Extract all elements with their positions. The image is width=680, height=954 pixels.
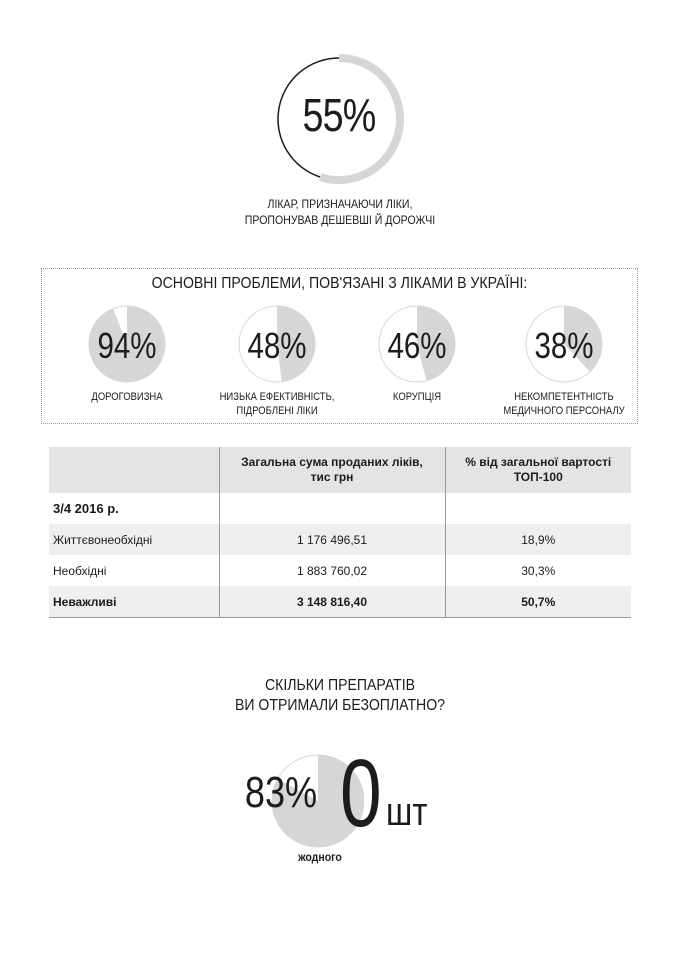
table-header-line: Загальна сума проданих ліків,	[241, 455, 423, 469]
table-row-share: 30,3%	[445, 555, 631, 586]
problem-item-corruption	[342, 305, 492, 423]
top-caption-line: ЛІКАР, ПРИЗНАЧАЮЧИ ЛІКИ,	[267, 197, 413, 211]
problem-label-line: КОРУПЦІЯ	[392, 391, 442, 403]
free-question-line: СКІЛЬКИ ПРЕПАРАТІВ	[264, 677, 416, 694]
table-row-sum: 3 148 816,40	[219, 586, 445, 618]
problems-title: ОСНОВНІ ПРОБЛЕМИ, ПОВ'ЯЗАНІ З ЛІКАМИ В УКРАЇНІ:	[151, 275, 528, 292]
table-row	[49, 524, 631, 555]
free-percent-value: 83%	[244, 768, 318, 817]
table-header-line: % від загальної вартості	[465, 455, 612, 469]
problem-label	[213, 390, 342, 418]
table-header-empty	[49, 447, 219, 493]
table-period-label: 3/4 2016 р.	[49, 493, 219, 524]
table-header-sum	[219, 447, 445, 493]
problem-item-cost	[52, 305, 202, 423]
table-row-name: Необхідні	[49, 555, 219, 586]
problem-percent: 46%	[387, 325, 447, 366]
table-row-name: Життєвонеобхідні	[49, 524, 219, 555]
free-question-line: ВИ ОТРИМАЛИ БЕЗОПЛАТНО?	[234, 697, 446, 714]
table-header-line: тис грн	[310, 470, 354, 484]
problem-item-staff	[489, 305, 639, 423]
top-percent-value: 55%	[302, 89, 376, 141]
free-count-unit: шт	[386, 790, 428, 834]
table-header-row	[49, 447, 631, 493]
table-header-share	[445, 447, 631, 493]
top-caption-line: ПРОПОНУВАВ ДЕШЕВШІ Й ДОРОЖЧІ	[244, 213, 436, 227]
problem-label-line: ДОРОГОВИЗНА	[91, 391, 163, 403]
problem-label-line: НИЗЬКА ЕФЕКТИВНІСТЬ,	[219, 391, 335, 403]
table-row-sum: 1 883 760,02	[219, 555, 445, 586]
free-question	[208, 676, 472, 716]
table-row-name: Неважливі	[49, 586, 219, 618]
problem-label-line: МЕДИЧНОГО ПЕРСОНАЛУ	[503, 405, 625, 417]
problem-label-line: НЕКОМПЕТЕНТНІСТЬ	[514, 391, 614, 403]
table-row-share: 50,7%	[445, 586, 631, 618]
problem-label-line: ПІДРОБЛЕНІ ЛІКИ	[236, 405, 318, 417]
table-cell-empty	[445, 493, 631, 524]
table-row-share: 18,9%	[445, 524, 631, 555]
free-caption: жодного	[298, 850, 342, 864]
top-caption	[208, 196, 472, 228]
free-count-number: 0	[340, 740, 382, 847]
table-row-sum: 1 176 496,51	[219, 524, 445, 555]
problem-percent: 94%	[97, 325, 157, 366]
table-period-row	[49, 493, 631, 524]
problems-panel	[41, 268, 638, 424]
problem-label	[63, 390, 192, 404]
sales-table	[49, 447, 631, 618]
table-row	[49, 555, 631, 586]
problem-label	[353, 390, 482, 404]
table-row	[49, 586, 631, 618]
problem-label	[500, 390, 629, 418]
table-cell-empty	[219, 493, 445, 524]
problem-item-efficiency	[202, 305, 352, 423]
problem-percent: 38%	[534, 325, 594, 366]
table-header-line: ТОП-100	[513, 470, 563, 484]
problem-percent: 48%	[247, 325, 307, 366]
